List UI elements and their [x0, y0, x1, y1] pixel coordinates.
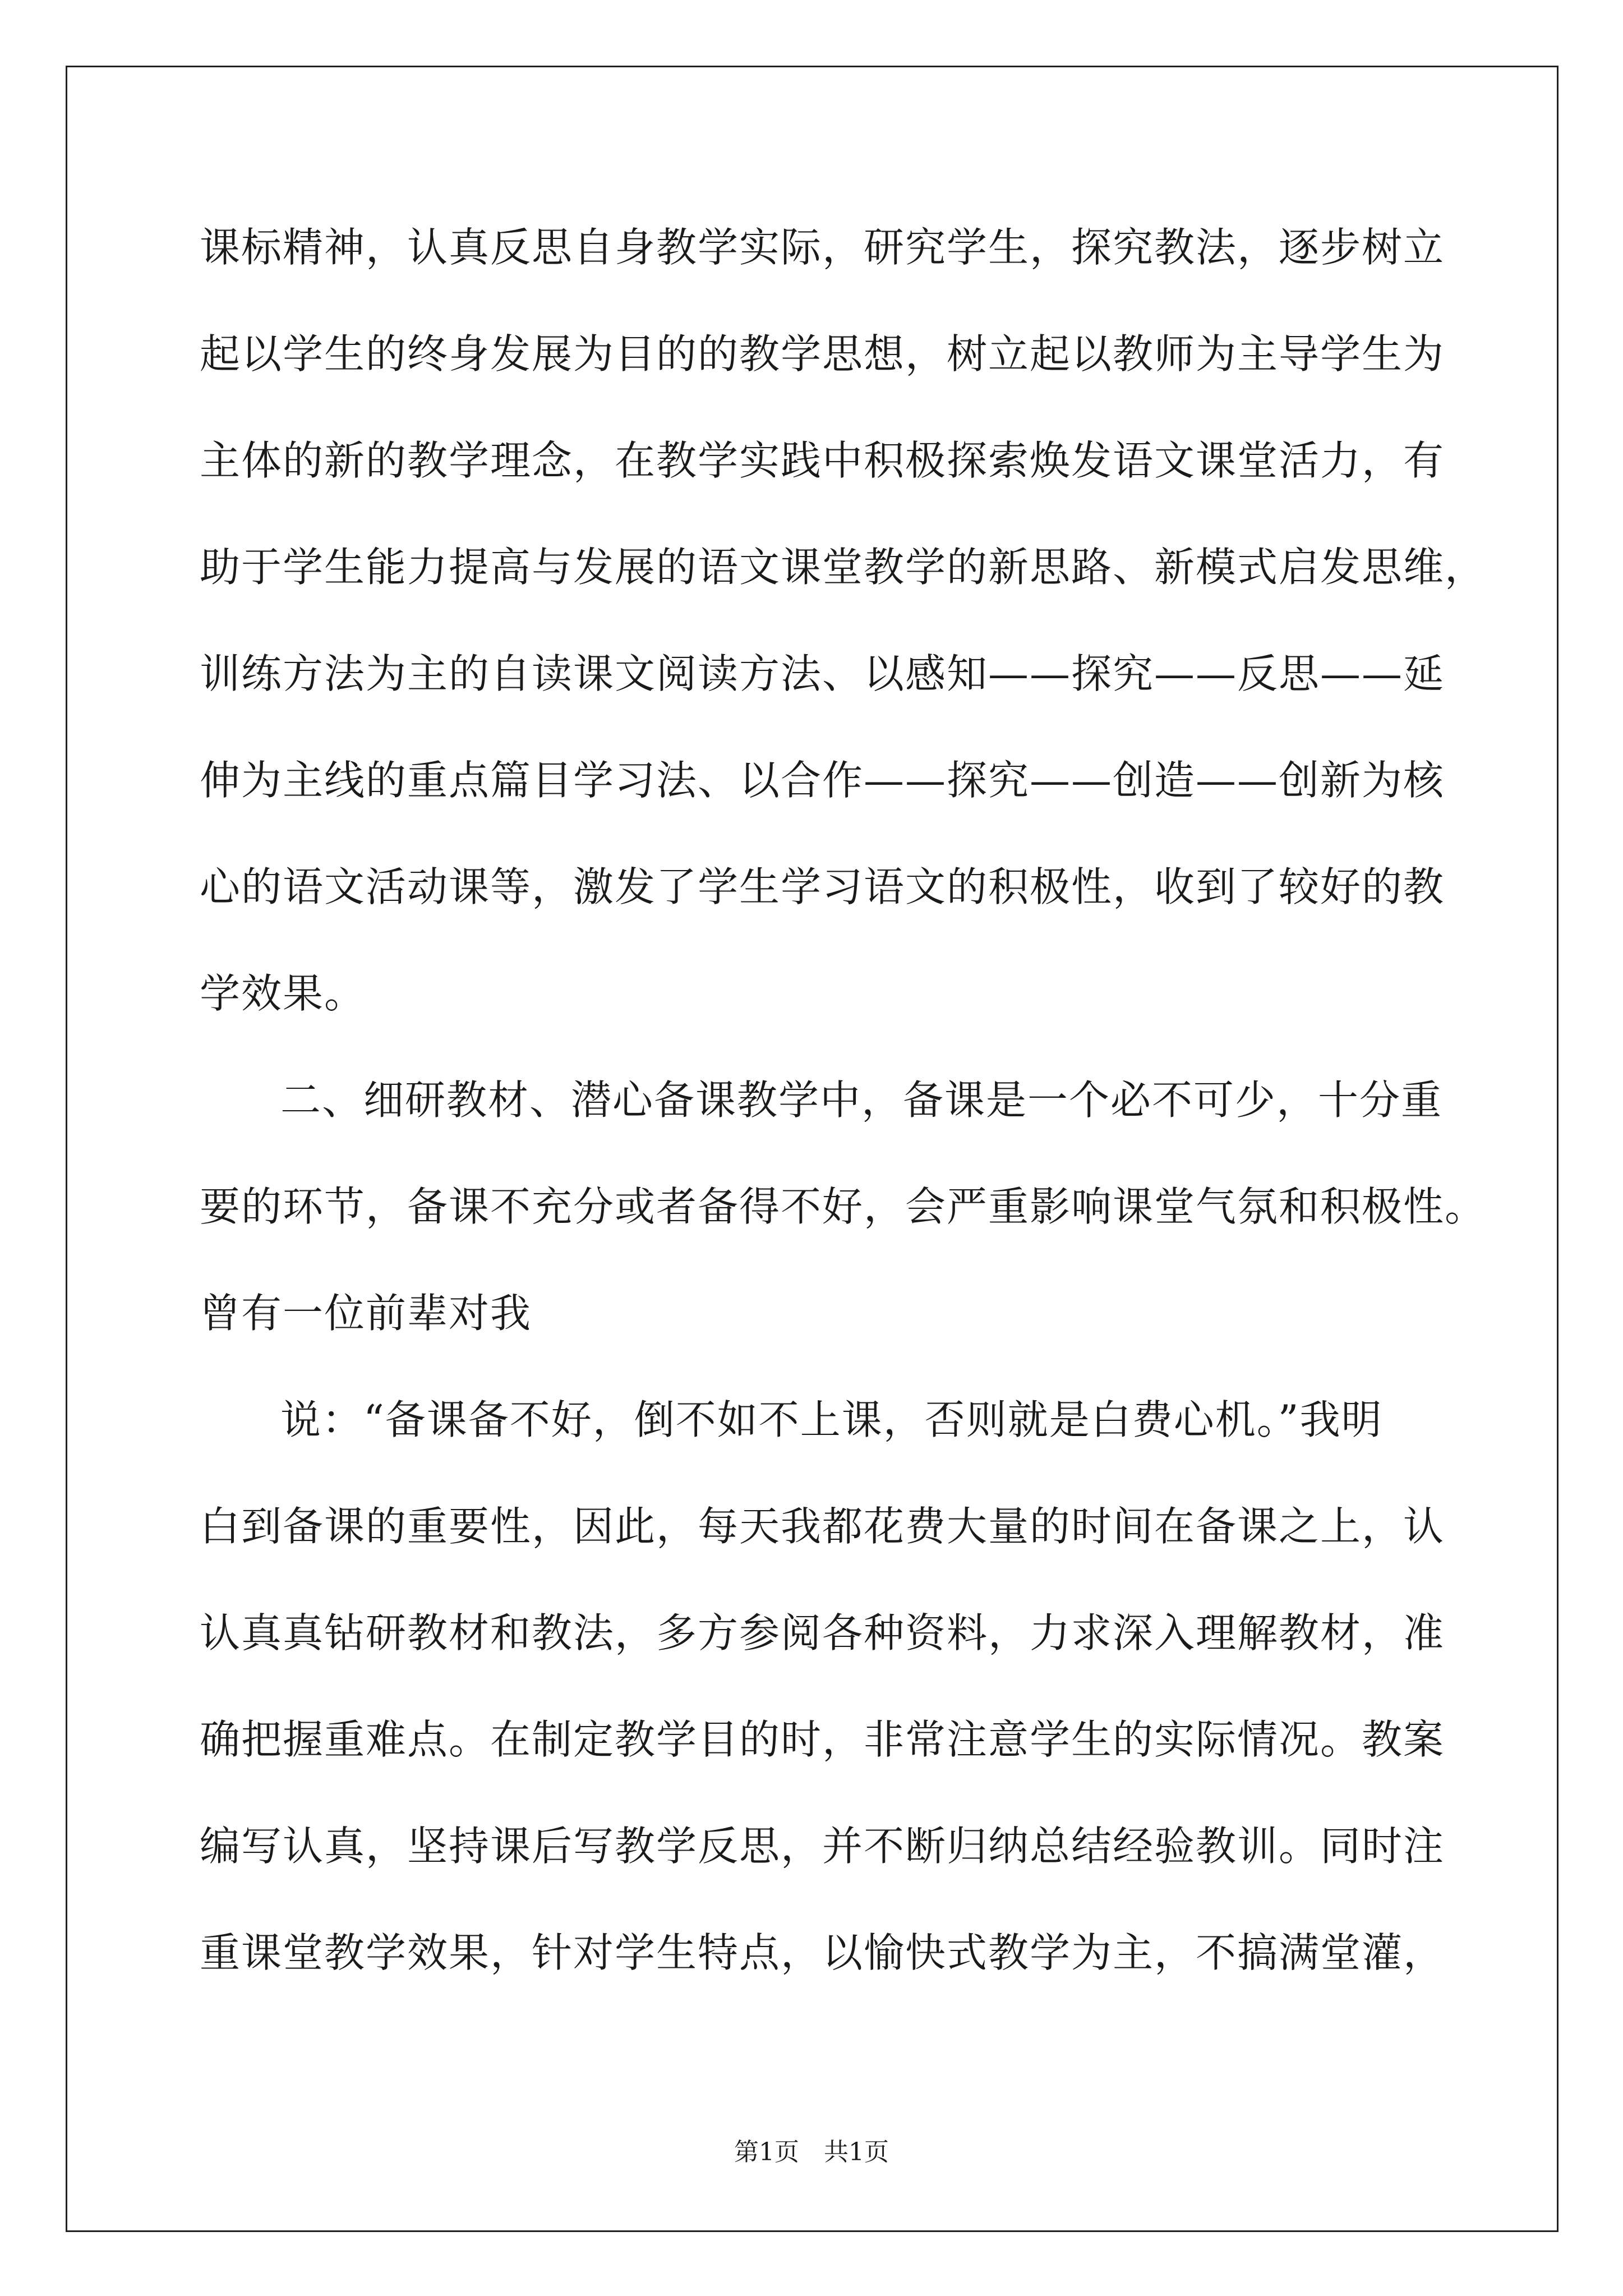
paragraph-2-line-3: 曾有一位前辈对我 — [200, 1290, 532, 1337]
paragraph-1-line-8: 学效果。 — [200, 970, 366, 1017]
paragraph-3-line-1: 说：“备课备不好，倒不如不上课，否则就是白费心机。”我明 — [280, 1396, 1383, 1443]
paragraph-1-line-1: 课标精神，认真反思自身教学实际，研究学生，探究教法，逐步树立 — [200, 224, 1445, 271]
paragraph-3-line-3: 认真真钻研教材和教法，多方参阅各种资料，力求深入理解教材，准 — [200, 1609, 1445, 1657]
paragraph-1-line-2: 起以学生的终身发展为目的的教学思想，树立起以教师为主导学生为 — [200, 330, 1445, 378]
paragraph-3-line-4: 确把握重难点。在制定教学目的时，非常注意学生的实际情况。教案 — [200, 1716, 1445, 1763]
paragraph-2-line-1: 二、细研教材、潜心备课教学中，备课是一个必不可少，十分重 — [280, 1076, 1443, 1124]
page-footer: 第1页 共1页 — [734, 2138, 889, 2166]
paragraph-1-line-5: 训练方法为主的自读课文阅读方法、以感知——探究——反思——延 — [200, 650, 1445, 697]
paragraph-1-line-3: 主体的新的教学理念，在教学实践中积极探索焕发语文课堂活力，有 — [200, 437, 1445, 484]
page-border — [66, 66, 1559, 2232]
paragraph-1-line-6: 伸为主线的重点篇目学习法、以合作——探究——创造——创新为核 — [200, 757, 1445, 804]
paragraph-1-line-4: 助于学生能力提高与发展的语文课堂教学的新思路、新模式启发思维， — [200, 544, 1487, 591]
paragraph-2-line-2: 要的环节，备课不充分或者备得不好，会严重影响课堂气氛和积极性。 — [200, 1183, 1487, 1230]
paragraph-3-line-5: 编写认真，坚持课后写教学反思，并不断归纳总结经验教训。同时注 — [200, 1823, 1445, 1870]
paragraph-3-line-6: 重课堂教学效果，针对学生特点，以愉快式教学为主，不搞满堂灌， — [200, 1929, 1445, 1976]
paragraph-1-line-7: 心的语文活动课等，激发了学生学习语文的积极性，收到了较好的教 — [200, 863, 1445, 910]
paragraph-3-line-2: 白到备课的重要性，因此，每天我都花费大量的时间在备课之上，认 — [200, 1503, 1445, 1550]
